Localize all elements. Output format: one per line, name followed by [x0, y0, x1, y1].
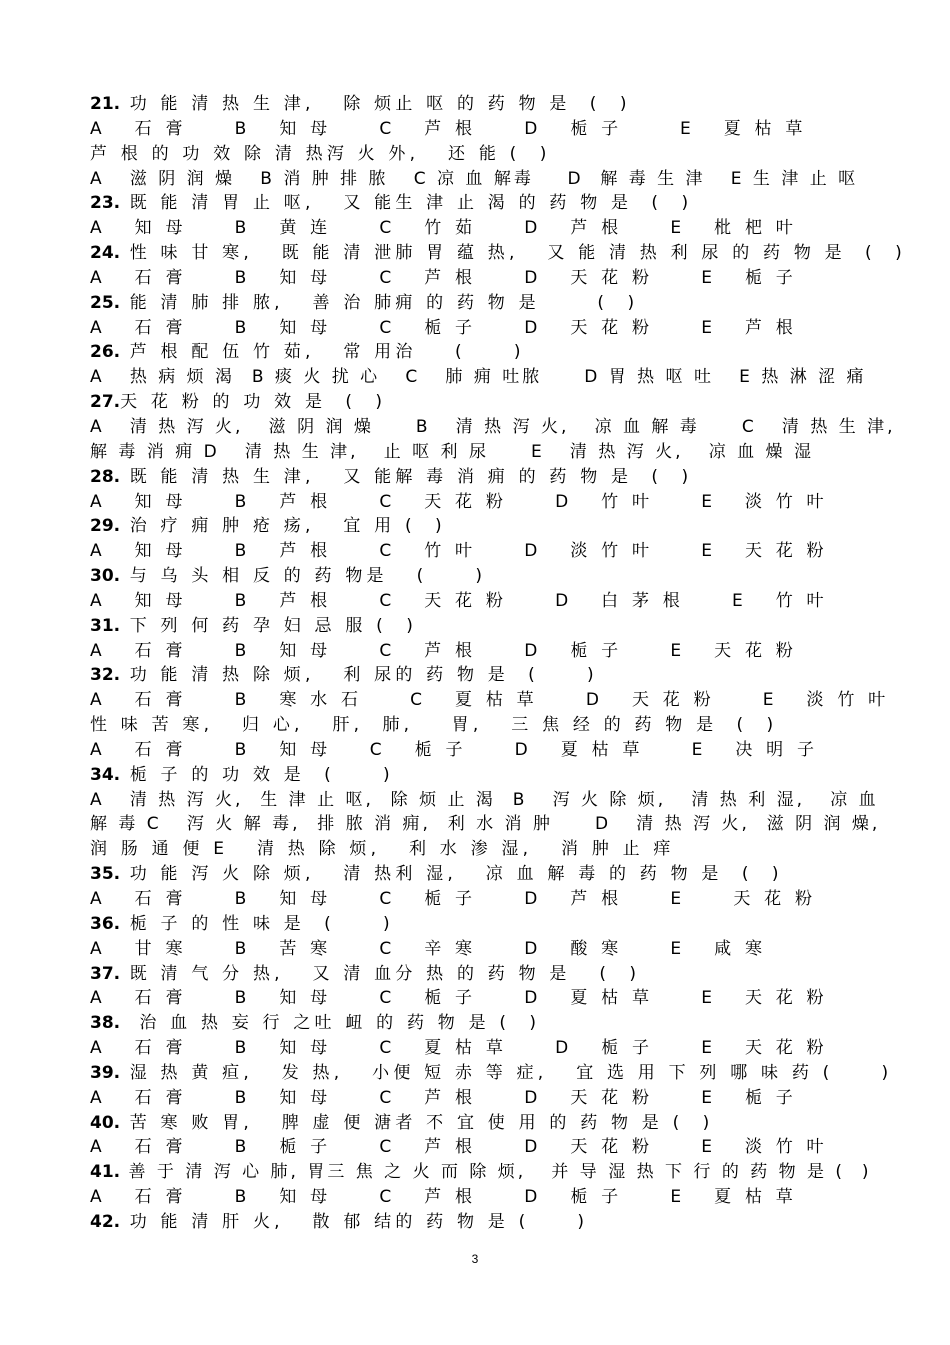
line-text: 性 味 甘 寒, 既 能 清 泄肺 胃 蕴 热, 又 能 清 热 利 尿 的 药 物 是 ( ) — [120, 243, 906, 264]
question-line — [90, 390, 890, 415]
text-line — [90, 986, 890, 1011]
line-text: A 清 热 泻 火, 生 津 止 呕, 除 烦 止 渴 B 泻 火 除 烦, 清 热 利 湿, 凉 血 — [90, 789, 879, 810]
question-line — [90, 614, 890, 639]
question-number: 28. — [90, 466, 121, 487]
text-line — [90, 1185, 890, 1210]
question-number: 32. — [90, 665, 121, 686]
line-text: A 热 病 烦 渴 B 痰 火 扰 心 C 肺 痈 吐脓 D 胃 热 呕 吐 E 热 淋 涩 痛 — [90, 367, 867, 388]
question-number: 41. — [90, 1162, 121, 1183]
text-line — [90, 788, 890, 813]
question-line — [90, 191, 890, 216]
line-text: A 石 膏 B 栀 子 C 芦 根 D 天 花 粉 E 淡 竹 叶 — [90, 1137, 828, 1158]
question-line — [90, 514, 890, 539]
question-number: 37. — [90, 963, 121, 984]
question-line — [90, 763, 890, 788]
question-line — [90, 1111, 890, 1136]
question-number: 23. — [90, 193, 121, 214]
text-line — [90, 1086, 890, 1111]
question-number: 38. — [90, 1013, 121, 1034]
line-text: A 石 膏 B 知 母 C 栀 子 D 夏 枯 草 E 决 明 子 — [90, 739, 819, 760]
line-text: 栀 子 的 功 效 是 ( ) — [120, 764, 394, 785]
line-text: A 知 母 B 黄 连 C 竹 茹 D 芦 根 E 枇 杷 叶 — [90, 218, 797, 239]
line-text: 治 血 热 妄 行 之吐 衄 的 药 物 是 ( ) — [120, 1013, 541, 1034]
question-number: 31. — [90, 615, 121, 636]
line-text: 苦 寒 败 胃, 脾 虚 便 溏者 不 宜 使 用 的 药 物 是 ( ) — [120, 1112, 714, 1133]
line-text: 下 列 何 药 孕 妇 忌 服 ( ) — [120, 615, 418, 636]
question-line — [90, 1160, 890, 1185]
question-number: 39. — [90, 1062, 121, 1083]
question-line — [90, 862, 890, 887]
text-line — [90, 937, 890, 962]
line-text: A 清 热 泻 火, 滋 阴 润 燥 B 清 热 泻 火, 凉 血 解 毒 C 清 热 生 津, — [90, 416, 896, 437]
text-line — [90, 812, 890, 837]
text-line — [90, 440, 890, 465]
line-text: A 石 膏 B 知 母 C 芦 根 D 天 花 粉 E 栀 子 — [90, 1087, 797, 1108]
line-text: 治 疗 痈 肿 疮 疡, 宜 用 ( ) — [120, 516, 446, 537]
text-line — [90, 539, 890, 564]
question-line — [90, 962, 890, 987]
line-text: A 石 膏 B 知 母 C 夏 枯 草 D 栀 子 E 天 花 粉 — [90, 1038, 828, 1059]
line-text: A 知 母 B 芦 根 C 天 花 粉 D 白 茅 根 E 竹 叶 — [90, 590, 828, 611]
text-line — [90, 837, 890, 862]
line-text: A 知 母 B 芦 根 C 竹 叶 D 淡 竹 叶 E 天 花 粉 — [90, 541, 828, 562]
question-number: 42. — [90, 1211, 121, 1232]
question-line — [90, 1061, 893, 1086]
line-text: A 石 膏 B 知 母 C 栀 子 D 夏 枯 草 E 天 花 粉 — [90, 988, 828, 1009]
line-text: 解 毒 消 痈 D 清 热 生 津, 止 呕 利 尿 E 清 热 泻 火, 凉 血 燥 湿 — [90, 441, 814, 462]
question-number: 34. — [90, 764, 121, 785]
line-text: 性 味 苦 寒, 归 心, 肝, 肺, 胃, 三 焦 经 的 药 物 是 ( ) — [90, 715, 778, 736]
line-text: 功 能 清 肝 火, 散 郁 结的 药 物 是 ( ) — [120, 1211, 589, 1232]
question-line — [90, 1210, 890, 1235]
line-text: A 石 膏 B 知 母 C 栀 子 D 芦 根 E 天 花 粉 — [90, 889, 817, 909]
question-line — [90, 912, 890, 937]
question-line — [90, 663, 890, 688]
text-line — [90, 738, 890, 763]
text-line — [90, 688, 890, 713]
line-text: 润 肠 通 便 E 清 热 除 烦, 利 水 渗 湿, 消 肿 止 痒 — [90, 839, 675, 860]
line-text: 既 能 清 胃 止 呕, 又 能生 津 止 渴 的 药 物 是 ( ) — [120, 193, 693, 214]
question-number: 24. — [90, 243, 121, 264]
line-text: 功 能 泻 火 除 烦, 清 热利 湿, 凉 血 解 毒 的 药 物 是 ( ) — [120, 864, 783, 885]
line-text: 解 毒 C 泻 火 解 毒, 排 脓 消 痈, 利 水 消 肿 D 清 热 泻 火, 滋 阴 润 燥, — [90, 814, 881, 835]
text-line — [90, 142, 890, 167]
line-text: A 甘 寒 B 苦 寒 C 辛 寒 D 酸 寒 E 咸 寒 — [90, 938, 767, 959]
question-line — [90, 241, 906, 266]
line-text: 功 能 清 热 除 烦, 利 尿的 药 物 是 ( ) — [120, 665, 598, 686]
text-line — [90, 1036, 890, 1061]
line-text: 既 能 清 热 生 津, 又 能解 毒 消 痈 的 药 物 是 ( ) — [120, 466, 693, 487]
text-line — [90, 266, 890, 291]
line-text: A 滋 阴 润 燥 B 消 肿 排 脓 C 凉 血 解毒 D 解 毒 生 津 E 生 津 止 呕 — [90, 168, 859, 189]
text-line — [90, 639, 890, 664]
text-line — [90, 316, 890, 341]
line-text: A 石 膏 B 知 母 C 芦 根 D 栀 子 E 天 花 粉 — [90, 640, 797, 661]
text-line — [90, 589, 890, 614]
question-number: 40. — [90, 1112, 121, 1133]
page-number: 3 — [471, 1252, 479, 1266]
text-line — [90, 713, 890, 738]
line-text: A 石 膏 B 知 母 C 芦 根 D 栀 子 E 夏 枯 草 — [90, 1187, 797, 1208]
line-text: 芦 根 配 伍 竹 茹, 常 用治 ( ) — [120, 342, 525, 363]
line-text: A 石 膏 B 知 母 C 芦 根 D 天 花 粉 E 栀 子 — [90, 267, 797, 288]
question-number: 30. — [90, 566, 121, 587]
line-text: 既 清 气 分 热, 又 清 血分 热 的 药 物 是 ( ) — [120, 963, 641, 984]
line-text: 功 能 清 热 生 津, 除 烦止 呕 的 药 物 是 ( ) — [120, 94, 631, 114]
question-number: 26. — [90, 342, 121, 363]
question-number: 36. — [90, 913, 121, 934]
text-line — [90, 167, 890, 192]
line-text: 与 乌 头 相 反 的 药 物是 ( ) — [120, 566, 487, 587]
text-line — [90, 415, 896, 440]
line-text: 湿 热 黄 疸, 发 热, 小便 短 赤 等 症, 宜 选 用 下 列 哪 味 药 ( ) — [120, 1062, 893, 1083]
text-line — [90, 117, 890, 142]
line-text: 栀 子 的 性 味 是 ( ) — [120, 913, 394, 934]
line-text: 芦 根 的 功 效 除 清 热泻 火 外, 还 能 ( ) — [90, 143, 551, 164]
question-number: 21. — [90, 94, 121, 114]
text-line — [90, 1135, 890, 1160]
line-text: 天 花 粉 的 功 效 是 ( ) — [120, 392, 387, 413]
question-line — [90, 564, 890, 589]
line-text: A 石 膏 B 知 母 C 栀 子 D 天 花 粉 E 芦 根 — [90, 317, 797, 338]
line-text: A 石 膏 B 寒 水 石 C 夏 枯 草 D 天 花 粉 E 淡 竹 叶 — [90, 690, 890, 711]
line-text: A 石 膏 B 知 母 C 芦 根 D 栀 子 E 夏 枯 草 — [90, 118, 807, 139]
document-body — [90, 92, 906, 1235]
text-line — [90, 365, 890, 390]
question-number: 25. — [90, 292, 121, 313]
text-line — [90, 887, 890, 912]
text-line — [90, 216, 890, 241]
question-line — [90, 340, 890, 365]
question-line — [90, 465, 890, 490]
line-text: 善 于 清 泻 心 肺, 胃三 焦 之 火 而 除 烦, 并 导 湿 热 下 行 的 药 物 是 ( ) — [120, 1162, 872, 1183]
line-text: 能 清 肺 排 脓, 善 治 肺痈 的 药 物 是 ( ) — [120, 292, 639, 313]
text-line — [90, 490, 890, 515]
question-number: 27. — [90, 392, 121, 413]
question-line — [90, 92, 890, 117]
question-number: 35. — [90, 864, 121, 885]
question-line — [90, 291, 890, 316]
question-number: 29. — [90, 516, 121, 537]
question-line — [90, 1011, 890, 1036]
line-text: A 知 母 B 芦 根 C 天 花 粉 D 竹 叶 E 淡 竹 叶 — [90, 491, 828, 512]
